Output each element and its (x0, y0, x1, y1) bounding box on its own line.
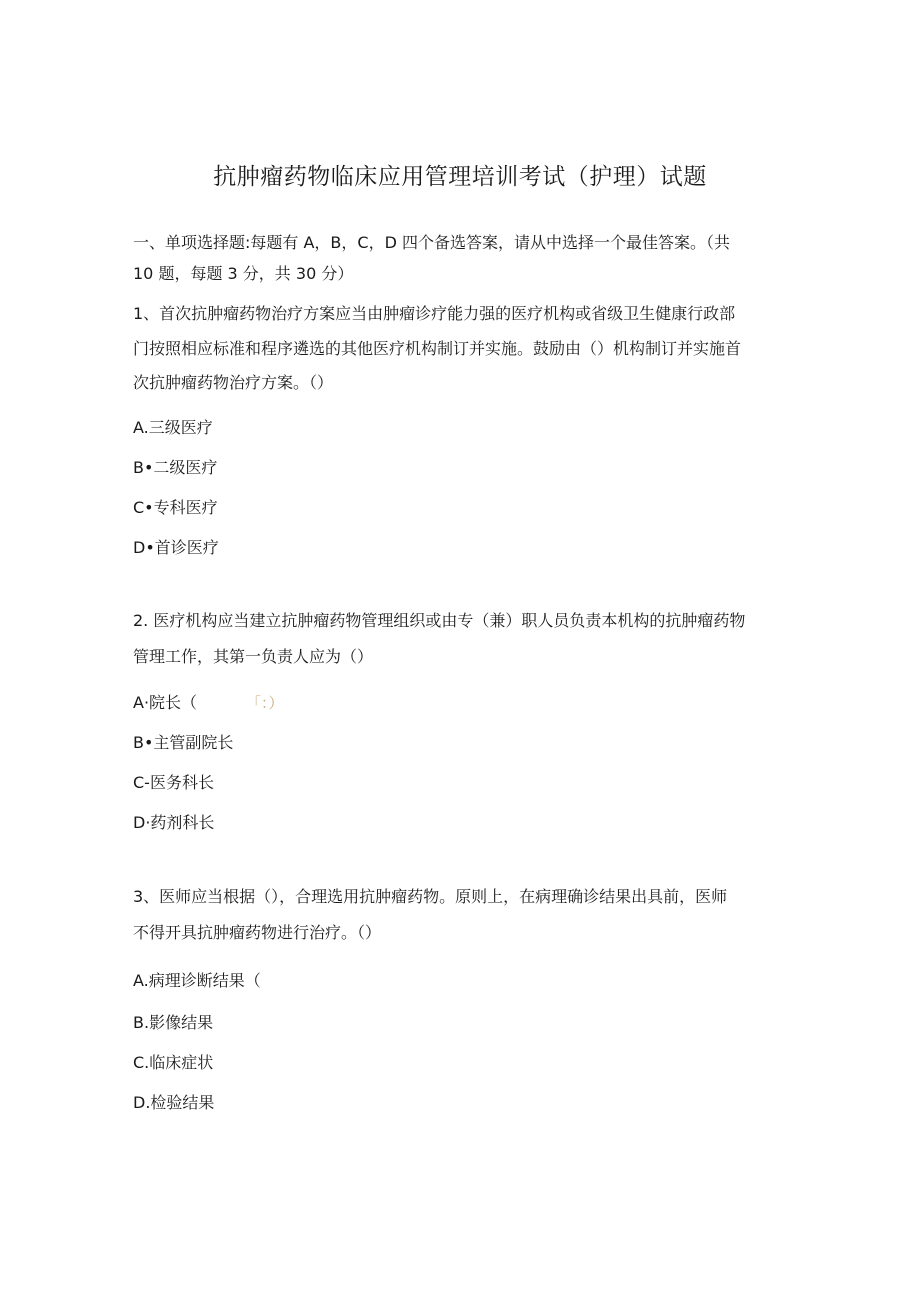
page-title: 抗肿瘤药物临床应用管理培训考试（护理）试题 (213, 164, 707, 190)
question-1-text-line-1: 1、首次抗肿瘤药物治疗方案应当由肿瘤诊疗能力强的医疗机构或省级卫生健康行政部 (133, 304, 736, 323)
question-3-option-c: C.临床症状 (133, 1053, 214, 1072)
question-3-text-line-2: 不得开具抗肿瘤药物进行治疗。（） (133, 923, 382, 942)
question-2-option-d: D·药剂科长 (133, 813, 215, 832)
question-3-option-a: A.病理诊断结果（ (133, 971, 261, 990)
question-1-text-line-3: 次抗肿瘤药物治疗方案。（） (133, 373, 334, 392)
question-3-option-b: B.影像结果 (133, 1013, 214, 1032)
question-2-text-line-2: 管理工作，其第一负责人应为（） (133, 647, 374, 666)
section-instructions-line-2: 10 题，每题 3 分，共 30 分） (133, 264, 354, 283)
section-instructions-line-1: 一、单项选择题:每题有 A，B，C，D 四个备选答案，请从中选择一个最佳答案。（共 (133, 233, 730, 252)
question-1-text-line-2: 门按照相应标准和程序遴选的其他医疗机构制订并实施。鼓励由（）机构制订并实施首 (133, 339, 742, 358)
question-2-option-a: A·院长（ (133, 693, 198, 712)
question-1-option-c: C•专科医疗 (133, 498, 218, 517)
question-1-option-d: D•首诊医疗 (133, 538, 219, 557)
question-1-option-a: A.三级医疗 (133, 418, 213, 437)
question-2-option-b: B•主管副院长 (133, 733, 234, 752)
question-2-text-line-1: 2. 医疗机构应当建立抗肿瘤药物管理组织或由专（兼）职人员负责本机构的抗肿瘤药物 (133, 611, 746, 630)
question-3-text-line-1: 3、医师应当根据（），合理选用抗肿瘤药物。原则上，在病理确诊结果出具前，医师 (133, 887, 728, 906)
faint-mark: 「：） (246, 694, 284, 712)
question-1-option-b: B•二级医疗 (133, 458, 218, 477)
question-2-option-c: C-医务科长 (133, 773, 214, 792)
question-3-option-d: D.检验结果 (133, 1093, 215, 1112)
